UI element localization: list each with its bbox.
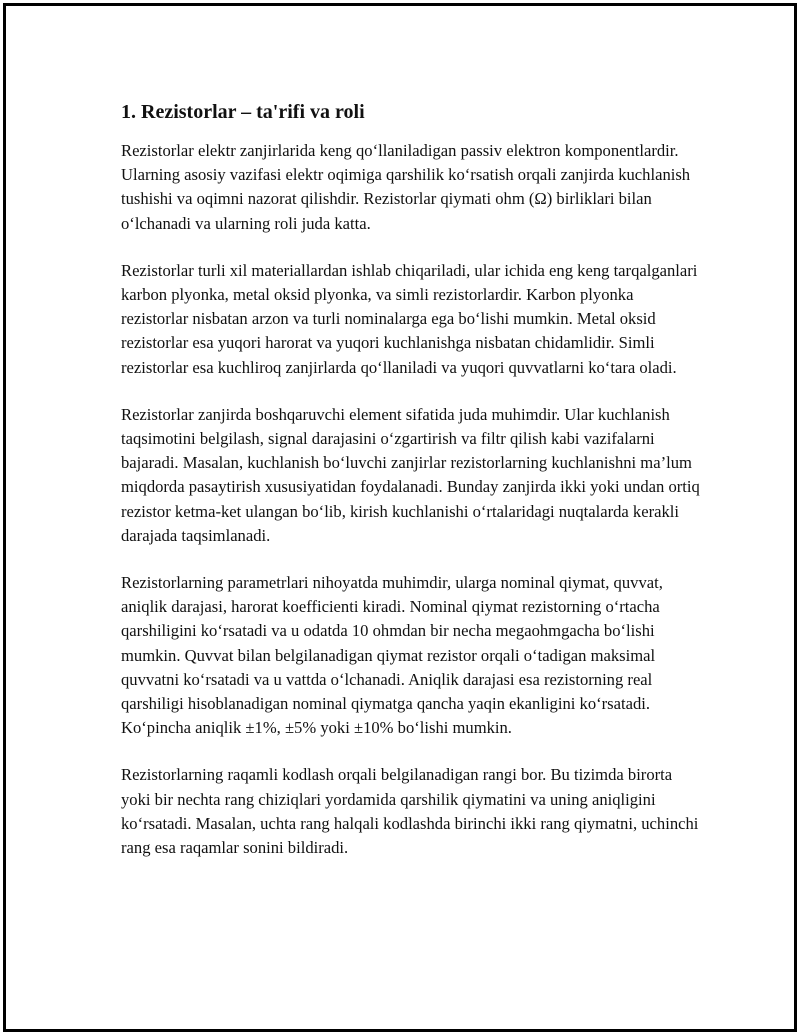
- document-body: [121, 99, 701, 883]
- paragraph-definition: Rezistorlar elektr zanjirlarida keng qo‘llaniladigan passiv elektron komponentlardir. Ularning asosiy vazifasi elektr oqimiga qarshilik ko‘rsatish orqali zanjirda kuchlanish tushishi va oqimni nazorat qilishdir. Rezistorlar qiymati ohm (Ω) birliklari bilan o‘lchanadi va ularning roli juda katta.: [121, 141, 691, 233]
- page-frame: [3, 3, 797, 1032]
- section-heading: 1. Rezistorlar – ta'rifi va roli: [121, 101, 365, 123]
- paragraph-circuit-role: Rezistorlar zanjirda boshqaruvchi element sifatida juda muhimdir. Ular kuchlanish taqsimotini belgilash, signal darajasini o‘zgartirish va filtr qilish kabi vazifalarni bajaradi. Masalan, kuchlanish bo‘luvchi zanjirlar rezistorlarning kuchlanishni ma’lum miqdorda pasaytirish xususiyatidan foydalanadi. Bunday zanjirda ikki yoki undan ortiq rezistor ketma-ket ulangan bo‘lib, kirish kuchlanishi o‘rtalaridagi nuqtalarda kerakli darajada taqsimlanadi.: [121, 404, 700, 545]
- paragraph-parameters: Rezistorlarning parametrlari nihoyatda muhimdir, ularga nominal qiymat, quvvat, aniqlik darajasi, harorat koefficienti kiradi. Nominal qiymat rezistorning o‘rtacha qarshiligini ko‘rsatadi va u odatda 10 ohmdan bir necha megaohmgacha bo‘lishi mumkin. Quvvat bilan belgilanadigan qiymat rezistor orqali o‘tadigan maksimal quvvatni ko‘rsatadi va u vattda o‘lchanadi. Aniqlik darajasi esa rezistorning real qarshiligi hisoblanadigan nominal qiymatga qancha yaqin ekanligini ko‘rsatadi. Ko‘pincha aniqlik ±1%, ±5% yoki ±10% bo‘lishi mumkin.: [121, 573, 663, 738]
- paragraph-color-code: Rezistorlarning raqamli kodlash orqali belgilanadigan rangi bor. Bu tizimda birorta yoki bir nechta rang chiziqlari yordamida qarshilik qiymatini va uning aniqligini ko‘rsatadi. Masalan, uchta rang halqali kodlashda birinchi ikki rang qiymatni, uchinchi rang esa raqamlar sonini bildiradi.: [121, 765, 699, 858]
- paragraph-materials: Rezistorlar turli xil materiallardan ishlab chiqariladi, ular ichida eng keng tarqalganlari karbon plyonka, metal oksid plyonka, va simli rezistorlardir. Karbon plyonka rezistorlar nisbatan arzon va turli nominalarga ega bo‘lishi mumkin. Metal oksid rezistorlar esa yuqori harorat va yuqori kuchlanishga nisbatan chidamlidir. Simli rezistorlar esa kuchliroq zanjirlarda qo‘llaniladi va yuqori quvvatlarni ko‘tara oladi.: [121, 260, 698, 377]
